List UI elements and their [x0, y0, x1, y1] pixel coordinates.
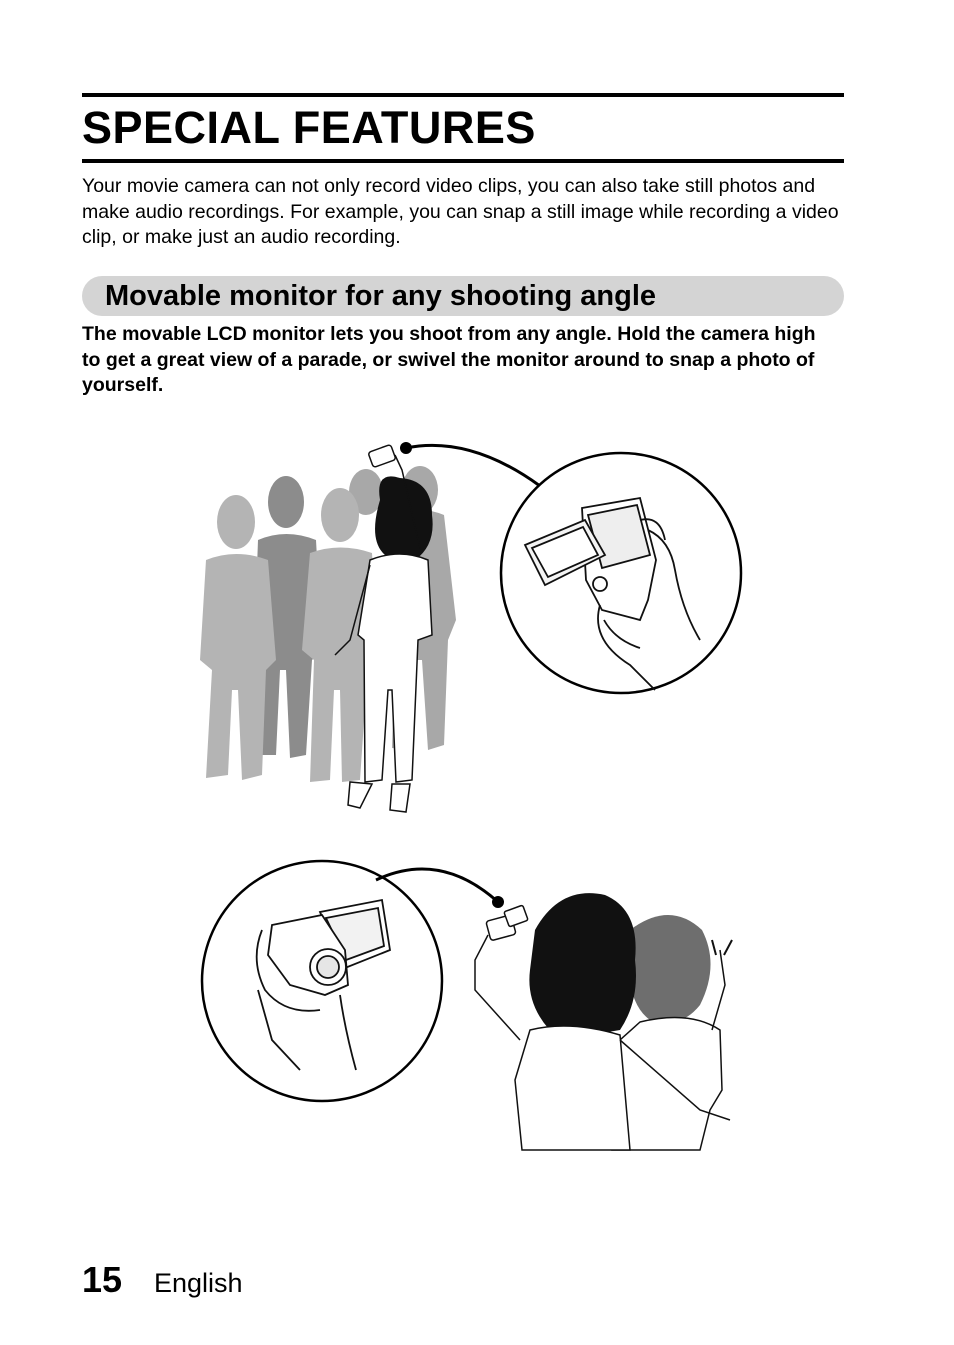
page-number: 15 — [82, 1259, 123, 1300]
footer-language: English — [154, 1268, 243, 1298]
intro-paragraph: Your movie camera can not only record video clips, you can also take still photos and make audio recordings. For example, you can snap a still image while recording a video clip, or make just an audio recording. — [82, 175, 839, 248]
camera-detail-circle-2 — [202, 861, 442, 1101]
couple-figures — [475, 893, 732, 1150]
page-title: SPECIAL FEATURES — [82, 102, 536, 153]
section-lead-paragraph: The movable LCD monitor lets you shoot from any angle. Hold the camera high to get a great view of a parade, or swivel the monitor around to snap a photo of yourself. — [82, 323, 816, 396]
callout-dot-2 — [492, 896, 504, 908]
section-heading: Movable monitor for any shooting angle — [105, 280, 657, 312]
